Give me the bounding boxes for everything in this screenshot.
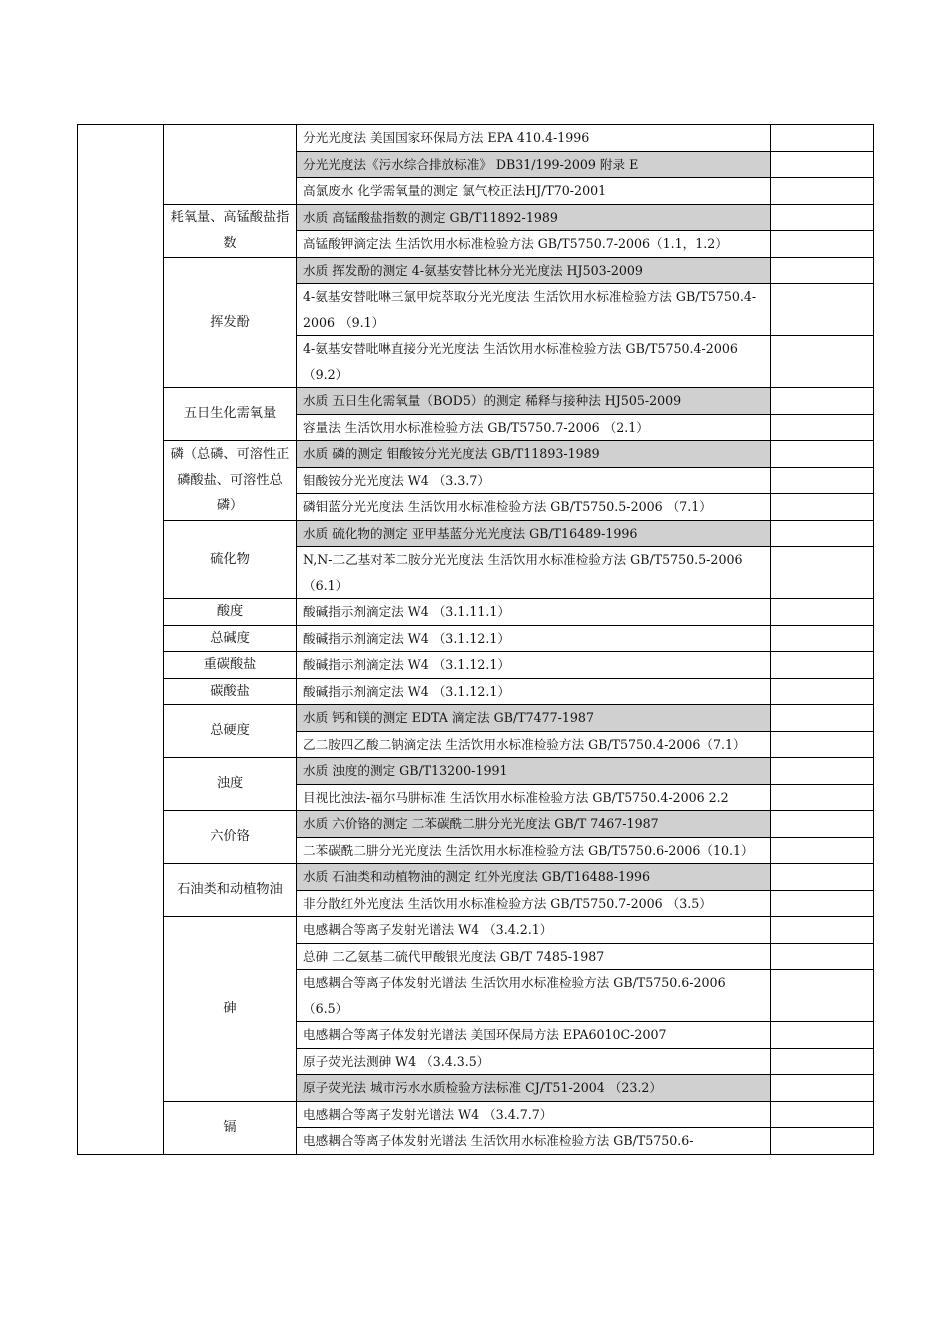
remarks-cell [771, 388, 874, 415]
category-cell [78, 125, 164, 1155]
method-cell: 高氯废水 化学需氧量的测定 氯气校正法HJ/T70-2001 [297, 178, 771, 205]
remarks-cell [771, 784, 874, 811]
remarks-cell [771, 547, 874, 599]
remarks-cell [771, 1075, 874, 1102]
method-cell: 电感耦合等离子体发射光谱法 生活饮用水标准检验方法 GB/T5750.6- [297, 1128, 771, 1155]
remarks-cell [771, 705, 874, 732]
parameter-name: 挥发酚 [164, 257, 297, 388]
remarks-cell [771, 467, 874, 494]
parameter-name: 镉 [164, 1101, 297, 1154]
method-cell: 酸碱指示剂滴定法 W4 （3.1.12.1） [297, 625, 771, 652]
method-cell: 乙二胺四乙酸二钠滴定法 生活饮用水标准检验方法 GB/T5750.4-2006（7.1） [297, 731, 771, 758]
parameter-name: 浊度 [164, 758, 297, 811]
remarks-cell [771, 864, 874, 891]
remarks-cell [771, 652, 874, 679]
table-row [78, 864, 874, 891]
method-cell: 水质 浊度的测定 GB/T13200-1991 [297, 758, 771, 785]
remarks-cell [771, 520, 874, 547]
method-cell: 分光光度法《污水综合排放标准》 DB31/199-2009 附录 E [297, 151, 771, 178]
remarks-cell [771, 441, 874, 468]
remarks-cell [771, 731, 874, 758]
parameter-name: 耗氧量、高锰酸盐指数 [164, 204, 297, 257]
remarks-cell [771, 678, 874, 705]
table-row [78, 758, 874, 785]
parameter-name: 砷 [164, 917, 297, 1102]
remarks-cell [771, 1128, 874, 1155]
parameter-name: 总碱度 [164, 625, 297, 652]
parameter-name: 总硬度 [164, 705, 297, 758]
method-cell: 电感耦合等离子发射光谱法 W4 （3.4.2.1） [297, 917, 771, 944]
remarks-cell [771, 257, 874, 284]
remarks-cell [771, 943, 874, 970]
remarks-cell [771, 336, 874, 388]
method-cell: 容量法 生活饮用水标准检验方法 GB/T5750.7-2006 （2.1） [297, 414, 771, 441]
method-cell: 水质 硫化物的测定 亚甲基蓝分光光度法 GB/T16489-1996 [297, 520, 771, 547]
table-row [78, 811, 874, 838]
table-body [78, 125, 874, 1155]
method-cell: 水质 挥发酚的测定 4-氨基安替比林分光光度法 HJ503-2009 [297, 257, 771, 284]
remarks-cell [771, 284, 874, 336]
remarks-cell [771, 1022, 874, 1049]
table-row [78, 520, 874, 547]
method-cell: 水质 五日生化需氧量（BOD5）的测定 稀释与接种法 HJ505-2009 [297, 388, 771, 415]
remarks-cell [771, 204, 874, 231]
method-cell: 4-氨基安替吡啉三氯甲烷萃取分光光度法 生活饮用水标准检验方法 GB/T5750.4-2006 （9.1） [297, 284, 771, 336]
method-cell: 电感耦合等离子发射光谱法 W4 （3.4.7.7） [297, 1101, 771, 1128]
remarks-cell [771, 599, 874, 626]
table-row [78, 678, 874, 705]
method-cell: 酸碱指示剂滴定法 W4 （3.1.11.1） [297, 599, 771, 626]
table-row [78, 257, 874, 284]
table-row [78, 652, 874, 679]
table-row [78, 599, 874, 626]
method-cell: 原子荧光法 城市污水水质检验方法标准 CJ/T51-2004 （23.2） [297, 1075, 771, 1102]
remarks-cell [771, 414, 874, 441]
method-cell: 水质 高锰酸盐指数的测定 GB/T11892-1989 [297, 204, 771, 231]
remarks-cell [771, 811, 874, 838]
method-cell: 总砷 二乙氨基二硫代甲酸银光度法 GB/T 7485-1987 [297, 943, 771, 970]
remarks-cell [771, 494, 874, 521]
method-cell: 二苯碳酰二肼分光光度法 生活饮用水标准检验方法 GB/T5750.6-2006（10.1） [297, 837, 771, 864]
remarks-cell [771, 917, 874, 944]
method-cell: 非分散红外光度法 生活饮用水标准检验方法 GB/T5750.7-2006 （3.5） [297, 890, 771, 917]
method-cell: 高锰酸钾滴定法 生活饮用水标准检验方法 GB/T5750.7-2006（1.1，1.2） [297, 231, 771, 258]
method-cell: 水质 石油类和动植物油的测定 红外光度法 GB/T16488-1996 [297, 864, 771, 891]
remarks-cell [771, 231, 874, 258]
parameter-name: 石油类和动植物油 [164, 864, 297, 917]
remarks-cell [771, 625, 874, 652]
remarks-cell [771, 758, 874, 785]
method-cell: N,N-二乙基对苯二胺分光光度法 生活饮用水标准检验方法 GB/T5750.5-2006 （6.1） [297, 547, 771, 599]
parameter-name: 六价铬 [164, 811, 297, 864]
remarks-cell [771, 151, 874, 178]
remarks-cell [771, 837, 874, 864]
parameter-name: 硫化物 [164, 520, 297, 599]
method-cell: 水质 磷的测定 钼酸铵分光光度法 GB/T11893-1989 [297, 441, 771, 468]
method-cell: 4-氨基安替吡啉直接分光光度法 生活饮用水标准检验方法 GB/T5750.4-2006 （9.2） [297, 336, 771, 388]
table-row [78, 1101, 874, 1128]
parameter-name: 重碳酸盐 [164, 652, 297, 679]
parameter-name: 磷（总磷、可溶性正磷酸盐、可溶性总磷） [164, 441, 297, 521]
parameter-name [164, 125, 297, 205]
method-cell: 电感耦合等离子体发射光谱法 美国环保局方法 EPA6010C-2007 [297, 1022, 771, 1049]
remarks-cell [771, 1048, 874, 1075]
remarks-cell [771, 1101, 874, 1128]
parameter-name: 五日生化需氧量 [164, 388, 297, 441]
remarks-cell [771, 890, 874, 917]
table-row [78, 125, 874, 152]
table-row [78, 917, 874, 944]
method-cell: 酸碱指示剂滴定法 W4 （3.1.12.1） [297, 678, 771, 705]
parameter-name: 碳酸盐 [164, 678, 297, 705]
parameter-name: 酸度 [164, 599, 297, 626]
table-row [78, 625, 874, 652]
method-cell: 电感耦合等离子体发射光谱法 生活饮用水标准检验方法 GB/T5750.6-2006 （6.5） [297, 970, 771, 1022]
method-cell: 水质 六价铬的测定 二苯碳酰二肼分光光度法 GB/T 7467-1987 [297, 811, 771, 838]
table-row [78, 705, 874, 732]
methods-table [77, 124, 874, 1155]
method-cell: 原子荧光法测砷 W4 （3.4.3.5） [297, 1048, 771, 1075]
method-cell: 磷钼蓝分光光度法 生活饮用水标准检验方法 GB/T5750.5-2006 （7.1） [297, 494, 771, 521]
method-cell: 酸碱指示剂滴定法 W4 （3.1.12.1） [297, 652, 771, 679]
remarks-cell [771, 970, 874, 1022]
method-cell: 水质 钙和镁的测定 EDTA 滴定法 GB/T7477-1987 [297, 705, 771, 732]
method-cell: 钼酸铵分光光度法 W4 （3.3.7） [297, 467, 771, 494]
remarks-cell [771, 125, 874, 152]
table-row [78, 204, 874, 231]
method-cell: 目视比浊法-福尔马肼标准 生活饮用水标准检验方法 GB/T5750.4-2006 2.2 [297, 784, 771, 811]
remarks-cell [771, 178, 874, 205]
table-row [78, 388, 874, 415]
table-row [78, 441, 874, 468]
method-cell: 分光光度法 美国国家环保局方法 EPA 410.4-1996 [297, 125, 771, 152]
